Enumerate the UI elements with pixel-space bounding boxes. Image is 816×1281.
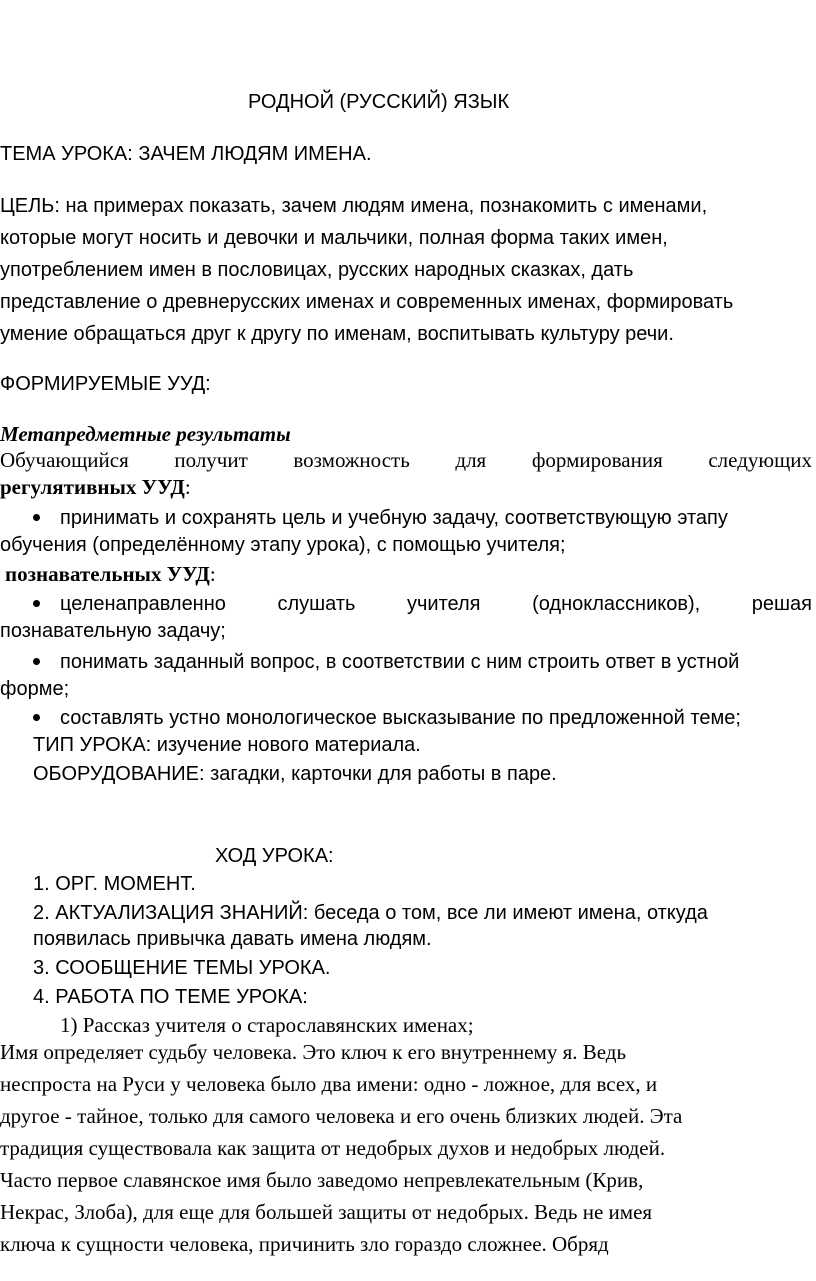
regulative-uud-label: регулятивных УУД: bbox=[0, 475, 191, 499]
goal-line: представление о древнерусских именах и современных именах, формировать bbox=[0, 291, 734, 313]
student-word: для bbox=[455, 448, 487, 472]
bullet-item-text: форме; bbox=[0, 678, 70, 700]
equipment: ОБОРУДОВАНИЕ: загадки, карточки для работы в паре. bbox=[33, 763, 557, 785]
story-line: Некрас, Злоба), для еще для большей защиты от недобрых. Ведь не имея bbox=[0, 1200, 653, 1224]
bullet-item-text: принимать и сохранять цель и учебную задачу, соответствующую этапу bbox=[60, 507, 728, 529]
bullet-icon bbox=[33, 714, 40, 721]
story-line: Часто первое славянское имя было заведомо непревлекательным (Крив, bbox=[0, 1168, 644, 1192]
bullet-icon bbox=[33, 514, 40, 521]
story-line: ключа к сущности человека, причинить зло гораздо сложнее. Обряд bbox=[0, 1232, 609, 1256]
lesson-type: ТИП УРОКА: изучение нового материала. bbox=[33, 734, 421, 756]
bullet-item-text: познавательную задачу; bbox=[0, 620, 226, 642]
step-item: 4. РАБОТА ПО ТЕМЕ УРОКА: bbox=[33, 986, 308, 1008]
bullet-word: учителя bbox=[407, 593, 481, 615]
goal-line: употреблением имен в пословицах, русских народных сказках, дать bbox=[0, 259, 634, 281]
bullet-icon bbox=[33, 658, 40, 665]
student-word: следующих bbox=[708, 448, 812, 472]
bullet-icon bbox=[33, 600, 40, 607]
bullet-word: целенаправленно bbox=[60, 593, 226, 615]
step-item: 1. ОРГ. МОМЕНТ. bbox=[33, 873, 196, 895]
substep-item: 1) Рассказ учителя о старославянских именах; bbox=[60, 1013, 474, 1037]
bullet-item-text: составлять устно монологическое высказывание по предложенной теме; bbox=[60, 707, 741, 729]
step-item: 2. АКТУАЛИЗАЦИЯ ЗНАНИЙ: беседа о том, все ли имеют имена, откуда bbox=[33, 902, 708, 924]
story-line: Имя определяет судьбу человека. Это ключ к его внутреннему я. Ведь bbox=[0, 1040, 627, 1064]
uud-heading: ФОРМИРУЕМЫЕ УУД: bbox=[0, 373, 211, 395]
lesson-topic: ТЕМА УРОКА: ЗАЧЕМ ЛЮДЯМ ИМЕНА. bbox=[0, 143, 372, 165]
bullet-item-text: обучения (определённому этапу урока), с помощью учителя; bbox=[0, 534, 566, 556]
story-line: традиция существовала как защита от недобрых духов и недобрых людей. bbox=[0, 1136, 666, 1160]
bullet-word: слушать bbox=[277, 593, 356, 615]
step-item: появилась привычка давать имена людям. bbox=[33, 928, 432, 950]
subject-title: РОДНОЙ (РУССКИЙ) ЯЗЫК bbox=[248, 91, 510, 113]
goal-line: ЦЕЛЬ: на примерах показать, зачем людям имена, познакомить с именами, bbox=[0, 195, 708, 217]
student-line bbox=[0, 446, 812, 474]
bullet-item-text bbox=[60, 590, 812, 618]
bullet-word: (одноклассников), bbox=[532, 593, 701, 615]
cognitive-uud-label: познавательных УУД: bbox=[5, 562, 216, 586]
lesson-course-heading: ХОД УРОКА: bbox=[215, 845, 334, 867]
goal-line: которые могут носить и девочки и мальчики, полная форма таких имен, bbox=[0, 227, 668, 249]
student-word: формирования bbox=[531, 448, 663, 472]
step-item: 3. СООБЩЕНИЕ ТЕМЫ УРОКА. bbox=[33, 957, 331, 979]
meta-results-heading: Метапредметные результаты bbox=[0, 422, 291, 446]
story-line: другое - тайное, только для самого человека и его очень близких людей. Эта bbox=[0, 1104, 683, 1128]
student-word: возможность bbox=[293, 448, 410, 472]
goal-line: умение обращаться друг к другу по именам, воспитывать культуру речи. bbox=[0, 323, 674, 345]
story-line: неспроста на Руси у человека было два имени: одно - ложное, для всех, и bbox=[0, 1072, 658, 1096]
student-word: получит bbox=[174, 448, 248, 472]
bullet-item-text: понимать заданный вопрос, в соответствии с ним строить ответ в устной bbox=[60, 651, 740, 673]
bullet-word: решая bbox=[751, 593, 812, 615]
student-word: Обучающийся bbox=[0, 448, 129, 472]
